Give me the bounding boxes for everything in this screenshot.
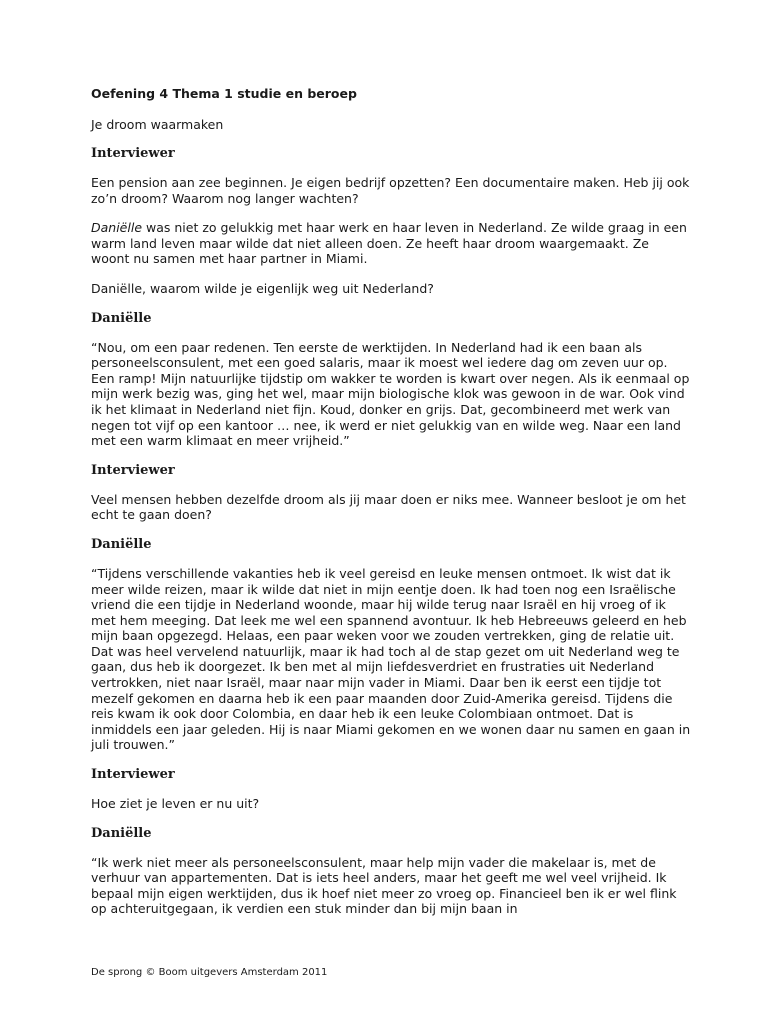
page-footer: De sprong © Boom uitgevers Amsterdam 2011 [91,967,328,978]
speaker-label: Interviewer [91,146,175,161]
speaker-label: Interviewer [91,462,175,478]
paragraph: “Nou, om een paar redenen. Ten eerste de werktijden. In Nederland had ik een baan als personeelsconsulent, met een goed salaris, maar ik moest wel iedere dag om zeven uur op. Een ramp! Mijn natuurlijke tijdstip om wakker te worden is kwart over negen. Als ik eenmaal op mijn werk bezig was, ging het wel, maar mijn biologische klok was gewoon in de war. Ook vind ik het klimaat in Nederland niet fijn. Koud, donker en grijs. Dat, gecombineerd met werk van negen tot vijf op een kantoor … nee, ik werd er niet gelukkig van en wilde weg. Naar een land met een warm klimaat en meer vrijheid.” [91,339,690,449]
paragraph-text: was niet zo gelukkig met haar werk en haar leven in Nederland. Ze wilde graag in een warm land leven maar wilde dat niet alleen doen. Ze heeft haar droom waargemaakt. Ze woont nu samen met haar partner in Miami. [91,220,687,267]
speaker-label: Daniëlle [91,536,152,552]
document-subtitle: Je droom waarmaken [91,117,224,132]
document-body [91,86,691,931]
paragraph: “Tijdens verschillende vakanties heb ik veel gereisd en leuke mensen ontmoet. Ik wist dat ik meer wilde reizen, maar ik wilde dat niet in mijn eentje doen. Ik had toen nog een Israëlische vriend die een tijdje in Nederland woonde, maar hij wilde terug naar Israël en hij vroeg of ik met hem meeging. Dat leek me wel een spannend avontuur. Ik heb Hebreeuws geleerd en heb mijn baan opgezegd. Helaas, een paar weken voor we zouden vertrekken, ging de relatie uit. Dat was heel vervelend natuurlijk, maar ik had toch al de stap gezet om uit Nederland weg te gaan, dus heb ik doorgezet. Ik ben met al mijn liefdesverdriet en frustraties uit Nederland vertrokken, niet naar Israël, maar naar mijn vader in Miami. Daar ben ik eerst een tijdje tot mezelf gekomen en daarna heb ik een paar maanden door Zuid-Amerika gereisd. Tijdens die reis kwam ik ook door Colombia, en daar heb ik een leuke Colombiaan ontmoet. Dat is inmiddels een jaar geleden. Hij is naar Miami gekomen en we wonen daar nu samen en gaan in juli trouwen.” [91,565,691,753]
paragraph: Een pension aan zee beginnen. Je eigen bedrijf opzetten? Een documentaire maken. Heb jij ook zo’n droom? Waarom nog langer wachten? [91,175,690,206]
paragraph: “Ik werk niet meer als personeelsconsulent, maar help mijn vader die makelaar is, met de verhuur van appartementen. Dat is iets heel anders, maar het geeft me wel veel vrijheid. Ik bepaal mijn eigen werktijden, dus ik hoef niet meer zo vroeg op. Financieel ben ik er wel flink op achteruitgegaan, ik verdien een stuk minder dan bij mijn baan in [91,854,677,917]
paragraph [91,220,691,267]
speaker-label: Daniëlle [91,825,152,841]
paragraph: Hoe ziet je leven er nu uit? [91,796,260,812]
paragraph: Daniëlle, waarom wilde je eigenlijk weg uit Nederland? [91,280,434,296]
italic-name: Daniëlle [91,220,143,236]
paragraph: Veel mensen hebben dezelfde droom als jij maar doen er niks mee. Wanneer besloot je om het echt te gaan doen? [91,491,686,523]
document-title: Oefening 4 Thema 1 studie en beroep [91,86,357,101]
speaker-label: Daniëlle [91,310,152,326]
speaker-label: Interviewer [91,767,175,783]
